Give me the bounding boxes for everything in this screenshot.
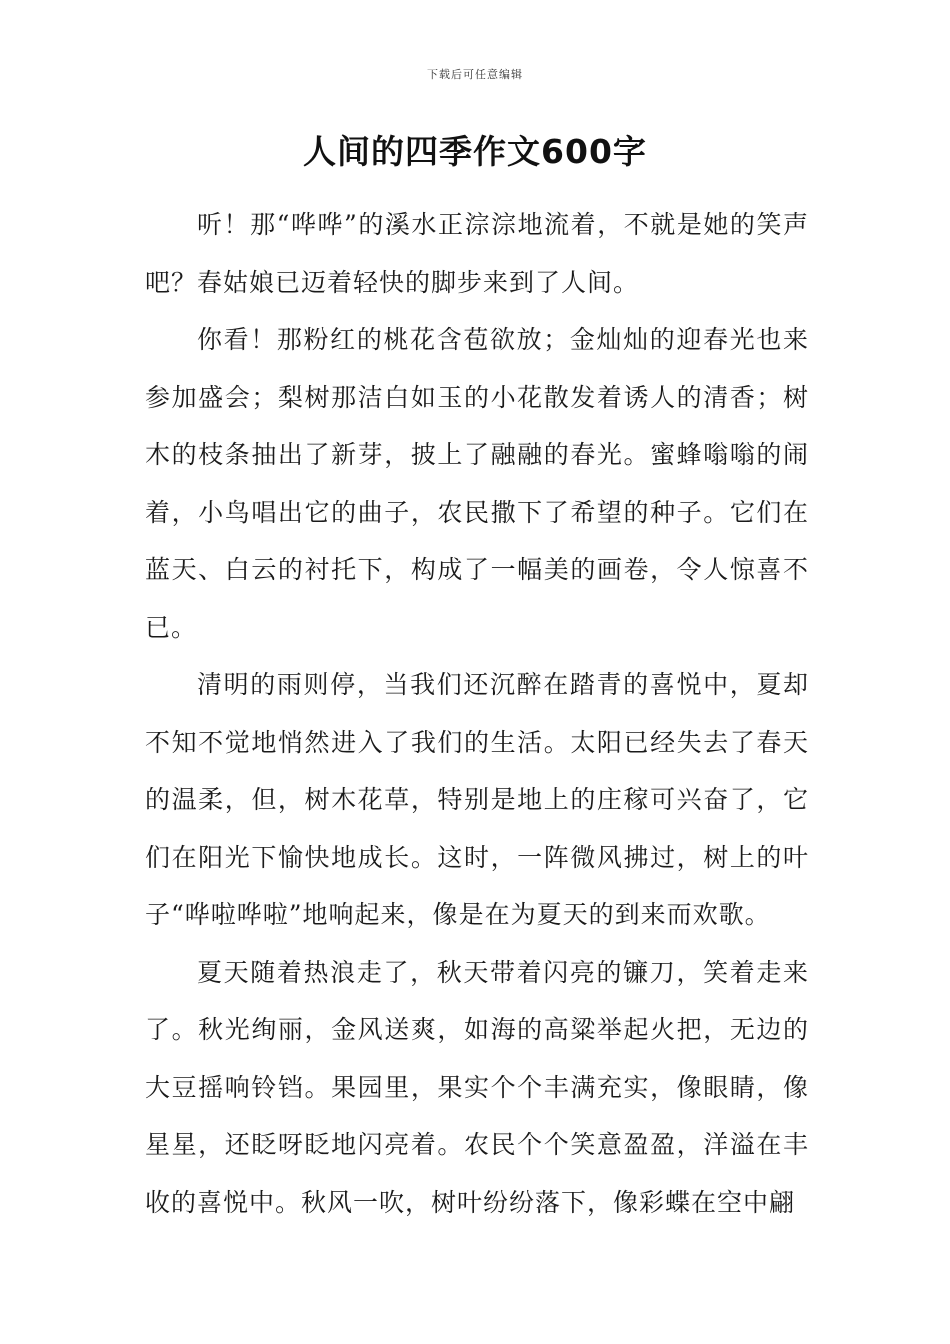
document-body <box>145 196 809 1231</box>
paragraph-summer: 清明的雨则停，当我们还沉醉在踏青的喜悦中，夏却不知不觉地悄然进入了我们的生活。太阳已经失去了春天的温柔，但，树木花草，特别是地上的庄稼可兴奋了，它们在阳光下愉快地成长。这时，一阵微风拂过，树上的叶子“哗啦哗啦”地响起来，像是在为夏天的到来而欢歌。 <box>145 670 809 929</box>
paragraph-spring-scene: 你看！那粉红的桃花含苞欲放；金灿灿的迎春光也来参加盛会；梨树那洁白如玉的小花散发着诱人的清香；树木的枝条抽出了新芽，披上了融融的春光。蜜蜂嗡嗡的闹着，小鸟唱出它的曲子，农民撒下了希望的种子。它们在蓝天、白云的衬托下，构成了一幅美的画卷，令人惊喜不已。 <box>145 325 809 642</box>
document-title: 人间的四季作文600字 <box>303 132 647 171</box>
header-note: 下载后可任意编辑 <box>427 68 523 81</box>
paragraph-autumn: 夏天随着热浪走了，秋天带着闪亮的镰刀，笑着走来了。秋光绚丽，金风送爽，如海的高粱举起火把，无边的大豆摇响铃铛。果园里，果实个个丰满充实，像眼睛，像星星，还眨呀眨地闪亮着。农民个个笑意盈盈，洋溢在丰收的喜悦中。秋风一吹，树叶纷纷落下，像彩蝶在空中翩 <box>145 957 809 1217</box>
paragraph-spring-sound: 听！那“哗哗”的溪水正淙淙地流着，不就是她的笑声吧？春姑娘已迈着轻快的脚步来到了人间。 <box>145 210 809 297</box>
